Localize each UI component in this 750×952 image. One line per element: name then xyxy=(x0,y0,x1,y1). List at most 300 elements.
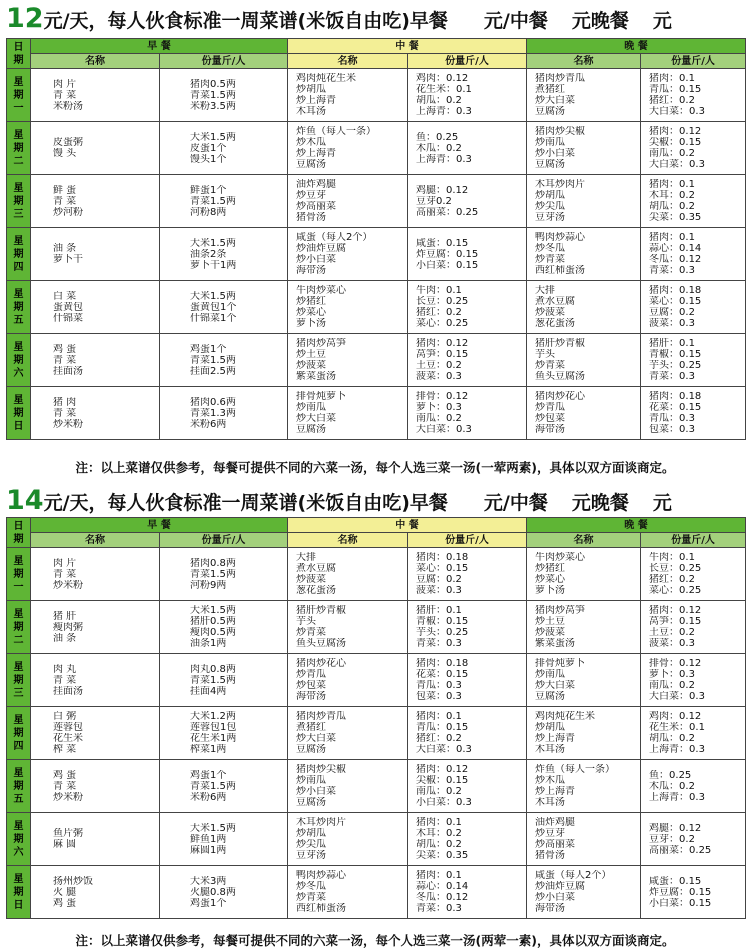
breakfast-portion xyxy=(160,175,288,228)
lunch-portion-line: 猪肉：0.1 xyxy=(416,711,462,722)
day-header xyxy=(7,39,31,69)
menu14-title-dinner: 元晚餐 xyxy=(571,492,629,514)
day-label-char: 期 xyxy=(13,301,24,313)
lunch-dish-line: 炒小白菜 xyxy=(296,254,337,265)
lunch-dish xyxy=(288,707,408,760)
lunch-dish-line: 猪肉炒莴笋 xyxy=(296,338,347,349)
lunch-dish-line: 豆芽汤 xyxy=(296,850,327,861)
lunch-header: 中 餐 xyxy=(288,518,527,533)
breakfast-name xyxy=(31,69,160,122)
table-row xyxy=(7,707,746,760)
dinner-dish-line: 炒油炸豆腐 xyxy=(535,881,586,892)
lunch-portion xyxy=(408,175,527,228)
dinner-dish-line: 鱼头豆腐汤 xyxy=(535,371,586,382)
breakfast-portion-line: 馒头1个 xyxy=(190,153,227,165)
dinner-portion-line: 豆芽：0.2 xyxy=(649,833,695,845)
dinner-dish xyxy=(527,601,641,654)
breakfast-name xyxy=(31,813,160,866)
lunch-dish-line: 豆腐汤 xyxy=(296,797,327,808)
lunch-dish-line: 木耳汤 xyxy=(296,106,327,117)
breakfast-portion-line: 青菜1.5两 xyxy=(190,568,236,580)
breakfast-portion-line: 瘦肉0.5两 xyxy=(190,627,236,638)
day-header-char: 日 xyxy=(13,520,24,532)
dinner-dish xyxy=(527,122,641,175)
lunch-dish-line: 木耳炒肉片 xyxy=(296,817,347,828)
dinner-dish-line: 煮猪红 xyxy=(535,84,566,95)
dinner-dish xyxy=(527,760,641,813)
lunch-dish xyxy=(288,760,408,813)
lunch-dish-line: 炒猪红 xyxy=(296,296,327,307)
dinner-portion xyxy=(641,654,746,707)
breakfast-name-line: 青 菜 xyxy=(53,568,77,580)
breakfast-name-line: 火 腿 xyxy=(53,886,77,898)
day-label xyxy=(7,707,31,760)
menu12-title-dinner: 元晚餐 xyxy=(571,10,629,32)
breakfast-name-line: 青 菜 xyxy=(53,780,77,792)
day-label-char: 三 xyxy=(13,208,24,220)
lunch-dish-line: 炒大白菜 xyxy=(296,413,337,424)
breakfast-name-line: 青 菜 xyxy=(53,674,77,686)
breakfast-name xyxy=(31,334,160,387)
day-label-char: 期 xyxy=(13,780,24,792)
day-header-char: 期 xyxy=(13,533,24,545)
day-header-char: 日 xyxy=(13,41,24,53)
breakfast-name-line: 鸡 蛋 xyxy=(53,769,77,781)
table-row xyxy=(7,69,746,122)
breakfast-portion-line: 鲜鱼1两 xyxy=(190,833,227,845)
dinner-portion-line: 菜心：0.15 xyxy=(649,296,702,307)
dinner-portion-line: 花生米：0.1 xyxy=(649,722,705,733)
breakfast-portion-line: 猪肝0.5两 xyxy=(190,616,236,627)
dinner-portion-line: 大白菜：0.3 xyxy=(649,691,705,702)
dinner-dish-line: 炒冬瓜 xyxy=(535,243,566,254)
breakfast-portion-line: 什锦菜1个 xyxy=(190,312,237,324)
lunch-dish-line: 炒大白菜 xyxy=(296,733,337,744)
dinner-dish xyxy=(527,654,641,707)
dinner-portion-line: 蒜心：0.14 xyxy=(649,243,702,254)
lunch-portion-line: 小白菜：0.3 xyxy=(416,797,472,808)
breakfast-portion xyxy=(160,813,288,866)
lunch-portion-line: 冬瓜：0.12 xyxy=(416,892,469,903)
dinner-portion-line: 咸蛋：0.15 xyxy=(649,875,702,887)
breakfast-portion xyxy=(160,601,288,654)
day-label xyxy=(7,866,31,919)
dinner-dish-line: 海带汤 xyxy=(535,903,566,914)
dinner-portion-line: 鸡肉：0.12 xyxy=(649,711,702,722)
dinner-portion-line: 菜心：0.25 xyxy=(649,585,702,596)
breakfast-portion-line: 大米1.5两 xyxy=(190,290,236,302)
menu12-note: 注：以上菜谱仅供参考，每餐可提供不同的六菜一汤，每个人选三菜一汤(一荤两素)，具体以双方面谈商定。 xyxy=(75,460,675,475)
lunch-dish-line: 炒菜心 xyxy=(296,307,327,318)
dinner-dish-line: 排骨炖萝卜 xyxy=(535,658,586,669)
lunch-dish xyxy=(288,866,408,919)
breakfast-header: 早 餐 xyxy=(31,518,288,533)
lunch-dish xyxy=(288,813,408,866)
col-header-name: 名称 xyxy=(288,54,408,69)
lunch-portion-line: 上海青：0.3 xyxy=(416,106,472,117)
breakfast-portion xyxy=(160,334,288,387)
lunch-dish-line: 炒冬瓜 xyxy=(296,881,327,892)
breakfast-portion-line: 油条1两 xyxy=(190,638,227,649)
day-label xyxy=(7,387,31,440)
lunch-portion-line: 包菜：0.3 xyxy=(416,691,462,702)
day-label-char: 星 xyxy=(13,661,24,673)
lunch-portion-line: 花菜：0.15 xyxy=(416,669,469,680)
breakfast-name-line: 油 条 xyxy=(53,243,77,254)
lunch-dish-line: 猪骨汤 xyxy=(296,212,327,223)
dinner-dish xyxy=(527,175,641,228)
lunch-dish-line: 鸡肉炖花生米 xyxy=(296,73,357,84)
breakfast-portion-line: 青菜1.5两 xyxy=(190,354,236,366)
dinner-portion xyxy=(641,707,746,760)
dinner-dish-line: 紫菜蛋汤 xyxy=(535,638,576,649)
breakfast-name-line: 鸡 蛋 xyxy=(53,343,77,355)
breakfast-name-line: 挂面汤 xyxy=(53,685,83,697)
menu14-title-end: 元 xyxy=(652,492,672,514)
lunch-dish-line: 萝卜汤 xyxy=(296,318,327,329)
col-header-portion: 份量斤/人 xyxy=(160,54,288,69)
dinner-dish-line: 炒南瓜 xyxy=(535,137,566,148)
dinner-dish-line: 炒木瓜 xyxy=(535,775,566,786)
day-label xyxy=(7,122,31,175)
lunch-header: 中 餐 xyxy=(288,39,527,54)
breakfast-portion-line: 大米1.5两 xyxy=(190,131,236,143)
breakfast-portion-line: 肉丸0.8两 xyxy=(190,663,236,675)
breakfast-portion-line: 青菜1.3两 xyxy=(190,407,236,419)
lunch-portion-line: 豆腐：0.2 xyxy=(416,574,462,585)
breakfast-portion xyxy=(160,228,288,281)
lunch-portion-line: 土豆：0.2 xyxy=(416,360,462,371)
col-header-name: 名称 xyxy=(31,533,160,548)
lunch-portion-line: 青菜：0.3 xyxy=(416,638,462,649)
lunch-portion xyxy=(408,601,527,654)
lunch-dish-line: 炒上海青 xyxy=(296,148,337,159)
dinner-dish-line: 鸡肉炖花生米 xyxy=(535,711,596,722)
day-label-char: 星 xyxy=(13,820,24,832)
breakfast-name-line: 青 菜 xyxy=(53,354,77,366)
breakfast-name-line: 猪 肝 xyxy=(53,610,77,622)
breakfast-portion-line: 猪肉0.8两 xyxy=(190,557,236,569)
day-label-char: 星 xyxy=(13,129,24,141)
lunch-portion xyxy=(408,122,527,175)
lunch-portion-line: 木瓜：0.2 xyxy=(416,142,462,154)
lunch-portion-line: 花生米：0.1 xyxy=(416,84,472,95)
dinner-dish xyxy=(527,228,641,281)
dinner-dish-line: 萝卜汤 xyxy=(535,585,566,596)
dinner-portion xyxy=(641,228,746,281)
col-header-name: 名称 xyxy=(527,533,641,548)
breakfast-name-line: 炒河粉 xyxy=(53,206,83,218)
breakfast-portion xyxy=(160,281,288,334)
lunch-portion-line: 青菜：0.3 xyxy=(416,903,462,914)
table-row xyxy=(7,334,746,387)
dinner-dish xyxy=(527,69,641,122)
dinner-portion-line: 青菜：0.3 xyxy=(649,371,695,382)
dinner-dish-line: 猪肉炒青瓜 xyxy=(535,73,586,84)
dinner-portion-line: 猪肉：0.1 xyxy=(649,232,695,243)
table-row xyxy=(7,387,746,440)
menu12-title-lunch: 元/中餐 xyxy=(483,10,548,32)
lunch-dish-line: 炒菠菜 xyxy=(296,574,327,585)
lunch-dish-line: 海带汤 xyxy=(296,691,327,702)
lunch-portion-line: 猪肉：0.18 xyxy=(416,658,469,669)
menu14-title-num: 14 xyxy=(6,485,44,516)
dinner-portion-line: 南瓜：0.2 xyxy=(649,148,695,159)
day-label-char: 期 xyxy=(13,248,24,260)
dinner-portion-line: 猪肉：0.1 xyxy=(649,73,695,84)
breakfast-name xyxy=(31,601,160,654)
menu12-title-end: 元 xyxy=(652,10,672,32)
dinner-portion-line: 大白菜：0.3 xyxy=(649,159,705,170)
lunch-dish-line: 葱花蛋汤 xyxy=(296,585,337,596)
dinner-portion-line: 大白菜：0.3 xyxy=(649,106,705,117)
breakfast-portion-line: 大米1.2两 xyxy=(190,711,236,722)
dinner-portion-line: 上海青：0.3 xyxy=(649,744,705,755)
breakfast-name-line: 什锦菜 xyxy=(53,312,83,324)
lunch-dish-line: 炒上海青 xyxy=(296,95,337,106)
lunch-dish xyxy=(288,175,408,228)
lunch-portion-line: 小白菜：0.15 xyxy=(416,259,479,271)
dinner-portion-line: 木瓜：0.2 xyxy=(649,780,695,792)
dinner-dish-line: 木耳汤 xyxy=(535,744,566,755)
dinner-portion xyxy=(641,387,746,440)
breakfast-name xyxy=(31,654,160,707)
day-label-char: 星 xyxy=(13,714,24,726)
lunch-portion-line: 猪肉：0.12 xyxy=(416,338,469,349)
menu14-title-lunch: 元/中餐 xyxy=(483,492,548,514)
lunch-dish-line: 猪肝炒青椒 xyxy=(296,605,347,616)
day-label-char: 星 xyxy=(13,767,24,779)
dinner-portion-line: 胡瓜：0.2 xyxy=(649,733,695,744)
lunch-dish-line: 炒青瓜 xyxy=(296,669,327,680)
breakfast-name-line: 瘦肉粥 xyxy=(53,621,83,633)
breakfast-name xyxy=(31,548,160,601)
lunch-dish-line: 猪肉炒尖椒 xyxy=(296,764,347,775)
day-label-char: 星 xyxy=(13,555,24,567)
dinner-portion-line: 木耳：0.2 xyxy=(649,190,695,201)
lunch-dish-line: 炒包菜 xyxy=(296,680,327,691)
breakfast-header: 早 餐 xyxy=(31,39,288,54)
breakfast-name-line: 蛋黄包 xyxy=(53,301,83,313)
dinner-dish-line: 炒南瓜 xyxy=(535,669,566,680)
breakfast-portion-line: 青菜1.5两 xyxy=(190,89,236,101)
breakfast-name xyxy=(31,122,160,175)
menu14-table xyxy=(6,517,746,919)
dinner-dish-line: 猪肉炒莴笋 xyxy=(535,605,586,616)
menu12-title xyxy=(6,4,672,34)
breakfast-portion-line: 米粉3.5两 xyxy=(190,100,236,112)
lunch-dish-line: 炒胡瓜 xyxy=(296,828,327,839)
lunch-dish xyxy=(288,548,408,601)
dinner-portion xyxy=(641,548,746,601)
day-label xyxy=(7,548,31,601)
lunch-portion-line: 菠菜：0.3 xyxy=(416,371,462,382)
day-label xyxy=(7,281,31,334)
lunch-portion-line: 猪肉：0.1 xyxy=(416,870,462,881)
lunch-portion-line: 菜心：0.15 xyxy=(416,563,469,574)
day-label-char: 期 xyxy=(13,674,24,686)
lunch-portion xyxy=(408,548,527,601)
lunch-dish xyxy=(288,334,408,387)
lunch-dish-line: 炒青菜 xyxy=(296,892,327,903)
lunch-portion-line: 胡瓜：0.2 xyxy=(416,839,462,850)
lunch-portion xyxy=(408,228,527,281)
day-label-char: 星 xyxy=(13,235,24,247)
breakfast-portion xyxy=(160,654,288,707)
lunch-portion-line: 咸蛋：0.15 xyxy=(416,237,469,249)
dinner-dish xyxy=(527,813,641,866)
breakfast-portion-line: 蛋黄包1个 xyxy=(190,301,237,313)
day-label-char: 星 xyxy=(13,76,24,88)
breakfast-portion-line: 猪肉0.5两 xyxy=(190,78,236,90)
breakfast-portion-line: 大米3两 xyxy=(190,875,227,887)
lunch-portion-line: 青椒：0.15 xyxy=(416,616,469,627)
lunch-portion-line: 大白菜：0.3 xyxy=(416,424,472,435)
dinner-dish-line: 西红柿蛋汤 xyxy=(535,265,586,276)
col-header-name: 名称 xyxy=(31,54,160,69)
dinner-portion-line: 菠菜：0.3 xyxy=(649,318,695,329)
breakfast-portion xyxy=(160,548,288,601)
lunch-portion-line: 青瓜：0.3 xyxy=(416,680,462,691)
breakfast-name-line: 肉 片 xyxy=(53,78,77,90)
breakfast-portion xyxy=(160,69,288,122)
dinner-dish-line: 炒猪红 xyxy=(535,563,566,574)
breakfast-name xyxy=(31,281,160,334)
day-label-char: 六 xyxy=(13,846,24,858)
dinner-dish-line: 海带汤 xyxy=(535,424,566,435)
dinner-portion-line: 猪肉：0.1 xyxy=(649,179,695,190)
dinner-dish xyxy=(527,334,641,387)
table-row xyxy=(7,228,746,281)
lunch-dish-line: 煮水豆腐 xyxy=(296,563,337,574)
dinner-dish-line: 炒尖瓜 xyxy=(535,201,566,212)
breakfast-name-line: 肉 丸 xyxy=(53,663,77,675)
lunch-portion-line: 蒜心：0.14 xyxy=(416,881,469,892)
dinner-dish-line: 炒小白菜 xyxy=(535,892,576,903)
lunch-portion xyxy=(408,334,527,387)
day-label-char: 期 xyxy=(13,195,24,207)
dinner-dish-line: 葱花蛋汤 xyxy=(535,318,576,329)
dinner-portion-line: 青椒：0.15 xyxy=(649,349,702,360)
dinner-portion-line: 豆腐：0.2 xyxy=(649,307,695,318)
breakfast-portion-line: 皮蛋1个 xyxy=(190,142,227,154)
lunch-portion-line: 牛肉：0.1 xyxy=(416,285,462,296)
dinner-dish-line: 猪肝炒青椒 xyxy=(535,338,586,349)
day-label xyxy=(7,601,31,654)
dinner-portion-line: 青瓜：0.3 xyxy=(649,413,695,424)
table-row xyxy=(7,760,746,813)
lunch-portion-line: 莴笋：0.15 xyxy=(416,349,469,360)
table-row xyxy=(7,654,746,707)
dinner-dish-line: 豆腐汤 xyxy=(535,106,566,117)
dinner-portion-line: 南瓜：0.2 xyxy=(649,680,695,691)
breakfast-portion-line: 麻圆1两 xyxy=(190,844,227,856)
col-header-portion: 份量斤/人 xyxy=(408,54,527,69)
breakfast-name-line: 白 菜 xyxy=(53,290,77,302)
dinner-portion-line: 上海青：0.3 xyxy=(649,791,705,803)
dinner-portion-line: 尖椒：0.15 xyxy=(649,137,702,148)
lunch-dish-line: 炒豆芽 xyxy=(296,190,327,201)
breakfast-portion-line: 榨菜1两 xyxy=(190,744,227,755)
dinner-portion-line: 青菜：0.3 xyxy=(649,265,695,276)
day-label-char: 期 xyxy=(13,354,24,366)
dinner-portion-line: 冬瓜：0.12 xyxy=(649,254,702,265)
lunch-dish-line: 炒南瓜 xyxy=(296,402,327,413)
day-label-char: 星 xyxy=(13,341,24,353)
dinner-portion xyxy=(641,813,746,866)
dinner-portion-line: 炸豆腐：0.15 xyxy=(649,886,712,898)
dinner-dish-line: 炒菠菜 xyxy=(535,307,566,318)
col-header-portion: 份量斤/人 xyxy=(160,533,288,548)
dinner-dish-line: 炒大白菜 xyxy=(535,680,576,691)
dinner-portion-line: 牛肉：0.1 xyxy=(649,552,695,563)
dinner-portion-line: 猪肉：0.18 xyxy=(649,285,702,296)
day-label-char: 二 xyxy=(13,155,24,167)
breakfast-portion-line: 青菜1.5两 xyxy=(190,195,236,207)
breakfast-name xyxy=(31,228,160,281)
lunch-portion-line: 炸豆腐：0.15 xyxy=(416,248,479,260)
dinner-portion-line: 排骨：0.12 xyxy=(649,658,702,669)
day-label xyxy=(7,69,31,122)
breakfast-name-line: 花生米 xyxy=(53,733,83,744)
dinner-portion-line: 鸡腿：0.12 xyxy=(649,822,702,834)
breakfast-portion-line: 莲蓉包1包 xyxy=(190,722,237,733)
day-label-char: 五 xyxy=(13,793,24,805)
dinner-dish-line: 油炸鸡腿 xyxy=(535,817,576,828)
breakfast-name-line: 鱼片粥 xyxy=(53,828,83,839)
breakfast-portion-line: 大米1.5两 xyxy=(190,237,236,249)
lunch-portion xyxy=(408,707,527,760)
lunch-portion-line: 芋头：0.25 xyxy=(416,627,469,638)
dinner-dish-line: 木耳炒肉片 xyxy=(535,179,586,190)
dinner-dish-line: 炒青菜 xyxy=(535,360,566,371)
lunch-dish-line: 炒南瓜 xyxy=(296,775,327,786)
dinner-portion-line: 莴笋：0.15 xyxy=(649,616,702,627)
day-label-char: 六 xyxy=(13,367,24,379)
lunch-dish-line: 炸鱼（每人一条） xyxy=(296,126,377,137)
breakfast-name-line: 油 条 xyxy=(53,632,77,644)
lunch-dish xyxy=(288,281,408,334)
lunch-dish-line: 鸭肉炒蒜心 xyxy=(296,870,347,881)
col-header-portion: 份量斤/人 xyxy=(408,533,527,548)
dinner-portion-line: 鱼：0.25 xyxy=(649,769,692,781)
breakfast-portion-line: 挂面2.5两 xyxy=(190,365,236,377)
dinner-dish-line: 猪肉炒尖椒 xyxy=(535,126,586,137)
day-header xyxy=(7,518,31,548)
dinner-dish-line: 炒豆芽 xyxy=(535,828,566,839)
lunch-portion xyxy=(408,760,527,813)
day-label-char: 期 xyxy=(13,833,24,845)
menu12-title-text: 元/天，每人伙食标准一周菜谱(米饭自由吃)早餐 xyxy=(43,10,448,32)
dinner-dish-line: 大排 xyxy=(535,285,556,296)
breakfast-name-line: 挂面汤 xyxy=(53,365,83,377)
lunch-portion xyxy=(408,654,527,707)
breakfast-portion-line: 米粉6两 xyxy=(190,418,227,430)
lunch-dish-line: 炒土豆 xyxy=(296,349,327,360)
breakfast-name-line: 萝卜干 xyxy=(53,254,83,265)
breakfast-name-line: 麻 圆 xyxy=(53,839,77,850)
lunch-dish-line: 炒高丽菜 xyxy=(296,201,337,212)
day-label-char: 一 xyxy=(13,581,24,593)
lunch-portion-line: 鸡肉：0.12 xyxy=(416,73,469,84)
lunch-dish-line: 大排 xyxy=(296,552,317,563)
lunch-portion-line: 上海青：0.3 xyxy=(416,153,472,165)
lunch-dish-line: 西红柿蛋汤 xyxy=(296,903,347,914)
menu14-title-text: 元/天，每人伙食标准一周菜谱(米饭自由吃)早餐 xyxy=(43,492,448,514)
dinner-dish-line: 炒菠菜 xyxy=(535,627,566,638)
day-label-char: 日 xyxy=(13,899,24,911)
lunch-portion-line: 尖椒：0.15 xyxy=(416,775,469,786)
